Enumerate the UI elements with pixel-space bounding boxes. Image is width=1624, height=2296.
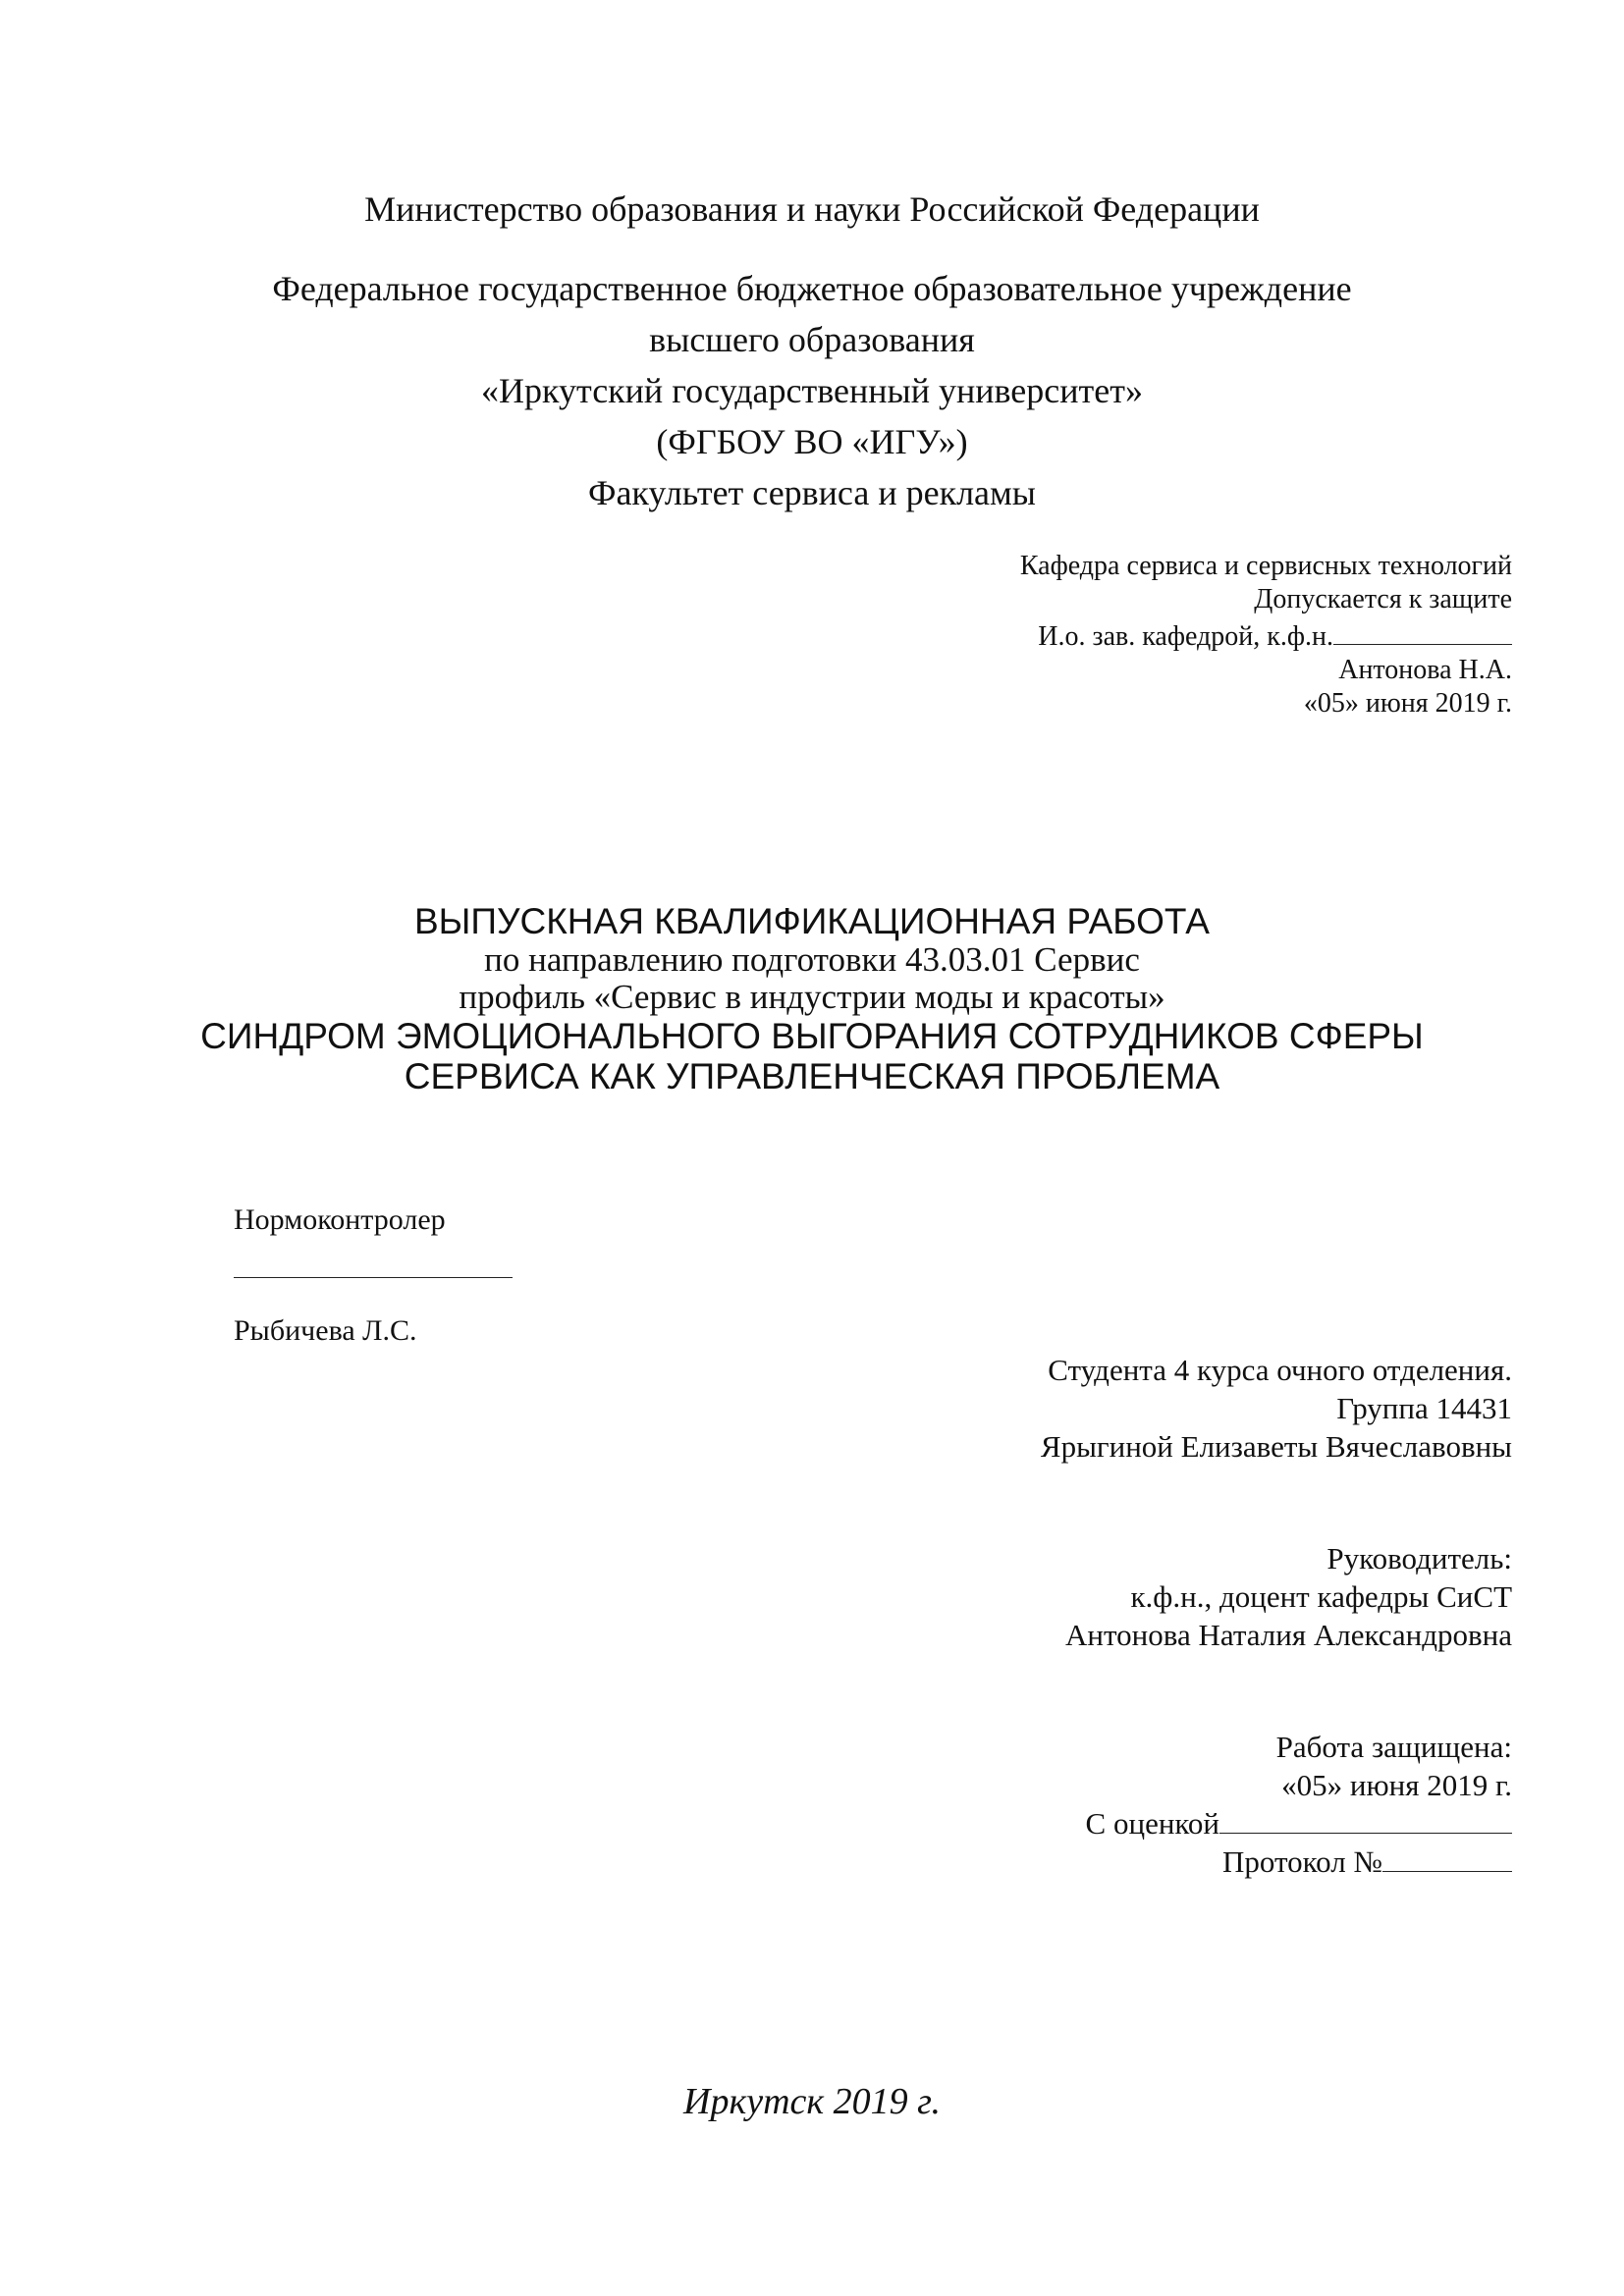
department-name: Кафедра сервиса и сервисных технологий [1019,551,1512,581]
defense-date: «05» июня 2019 г. [1281,1768,1512,1802]
profile: профиль «Сервис в индустрии моды и красоты» [459,978,1165,1016]
defense-block [825,1728,1512,1881]
head-label: И.о. зав. кафедрой, к.ф.н. [1038,621,1333,652]
normocontrol-name: Рыбичева Л.С. [234,1314,417,1347]
protocol-label: Протокол № [1222,1844,1382,1879]
institution-line-4: (ФГБОУ ВО «ИГУ») [656,422,968,461]
advisor-block [825,1539,1512,1654]
advisor-label: Руководитель: [1326,1541,1512,1575]
student-block [825,1351,1512,1466]
protocol-line [825,1842,1512,1881]
ministry-heading [0,185,1624,234]
ministry-text: Министерство образования и науки Российской Федерации [364,189,1260,229]
normocontrol-block [234,1202,513,1287]
approval-block [825,550,1512,721]
head-name: Антонова Н.А. [1338,655,1512,685]
institution-line-3: «Иркутский государственный университет» [481,371,1143,410]
topic-line-1: СИНДРОМ ЭМОЦИОНАЛЬНОГО ВЫГОРАНИЯ СОТРУДНИКОВ СФЕРЫ [200,1016,1424,1056]
advisor-position: к.ф.н., доцент кафедры СиСТ [1130,1579,1512,1614]
normocontrol-label: Нормоконтролер [234,1203,446,1236]
normocontrol-signature-blank [234,1248,513,1278]
institution-line-5: Факультет сервиса и рекламы [588,473,1036,512]
student-line-1: Студента 4 курса очного отделения. [1048,1353,1512,1387]
normocontrol-signature-line [234,1248,513,1287]
normocontrol-name-block [234,1313,417,1349]
defense-label: Работа защищена: [1275,1730,1512,1764]
footer-block [0,2079,1624,2124]
title-block [0,901,1624,1096]
work-type: ВЫПУСКНАЯ КВАЛИФИКАЦИОННАЯ РАБОТА [414,901,1210,941]
protocol-blank [1382,1843,1512,1872]
head-signature-blank [1333,616,1512,645]
grade-line [825,1804,1512,1842]
grade-label: С оценкой [1085,1806,1219,1841]
student-name: Ярыгиной Елизаветы Вячеславовны [1040,1429,1512,1464]
city-year: Иркутск 2019 г. [683,2081,941,2122]
topic-line-2: СЕРВИСА КАК УПРАВЛЕНЧЕСКАЯ ПРОБЛЕМА [404,1056,1220,1096]
institution-block [0,263,1624,518]
institution-line-1: Федеральное государственное бюджетное образовательное учреждение [272,269,1352,308]
advisor-name: Антонова Наталия Александровна [1065,1618,1512,1652]
institution-line-2: высшего образования [649,320,975,359]
head-signature-line [825,616,1512,654]
student-group: Группа 14431 [1336,1391,1512,1425]
approval-date: «05» июня 2019 г. [1303,688,1512,719]
direction: по направлению подготовки 43.03.01 Сервис [484,940,1140,979]
grade-blank [1219,1805,1512,1834]
admitted-label: Допускается к защите [1254,584,1512,614]
